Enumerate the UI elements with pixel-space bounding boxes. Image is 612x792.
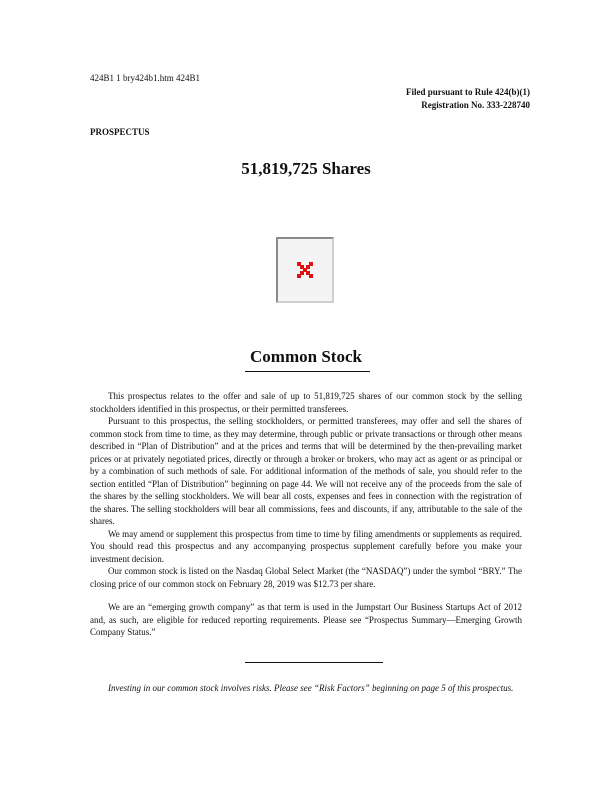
section-divider bbox=[245, 662, 383, 663]
filed-pursuant-line: Filed pursuant to Rule 424(b)(1) bbox=[405, 87, 530, 97]
security-title: Common Stock bbox=[250, 347, 362, 366]
paragraph-egc: We are an “emerging growth company” as that term is used in the Jumpstart Our Business Startups Act of 2012 and, as such, are eligible for reduced reporting requirements. Please see “Prospectus Summary—Emerging Growth Company Status.” bbox=[90, 602, 522, 637]
registration-number: Registration No. 333-228740 bbox=[421, 100, 530, 110]
prospectus-body bbox=[90, 390, 522, 639]
paragraph-distribution: Pursuant to this prospectus, the selling stockholders, or permitted transferees, may offer and sell the shares of common stock from time to time, as they may determine, through public or private transactions or through other means described in “Plan of Distribution” and at the prices and terms that will be determined by the then-prevailing market prices or at privately negotiated prices, directly or through a broker or brokers, who may act as agent or as principal or by a combination of such methods of sale. For additional information of the methods of sale, you should refer to the section entitled “Plan of Distribution” beginning on page 44. We will not receive any of the proceeds from the sale of the shares by the selling stockholders. We will bear all costs, expenses and fees in connection with the registration of the shares. The selling stockholders will bear all commissions, fees and discounts, if any, attributable to the sale of the shares. bbox=[90, 416, 522, 526]
file-reference: 424B1 1 bry424b1.htm 424B1 bbox=[90, 73, 201, 83]
title-underline bbox=[245, 371, 370, 372]
broken-image-placeholder bbox=[276, 237, 334, 303]
paragraph-listing: Our common stock is listed on the Nasdaq Global Select Market (the “NASDAQ”) under the symbol “BRY.” The closing price of our common stock on February 28, 2019 was $12.73 per share. bbox=[90, 566, 522, 589]
risk-statement: Investing in our common stock involves risks. Please see “Risk Factors” beginning on page 5 of this prospectus. bbox=[108, 683, 514, 693]
shares-heading: 51,819,725 Shares bbox=[241, 159, 371, 178]
prospectus-label: PROSPECTUS bbox=[90, 127, 150, 137]
broken-image-icon bbox=[295, 260, 315, 280]
filing-info bbox=[406, 86, 530, 112]
paragraph-offer: This prospectus relates to the offer and sale of up to 51,819,725 shares of our common stock by the selling stockholders identified in this prospectus, or their permitted transferees. bbox=[90, 391, 522, 414]
paragraph-amendments: We may amend or supplement this prospectus from time to time by filing amendments or supplements as required. You should read this prospectus and any accompanying prospectus supplement carefully before you make your investment decision. bbox=[90, 528, 522, 564]
